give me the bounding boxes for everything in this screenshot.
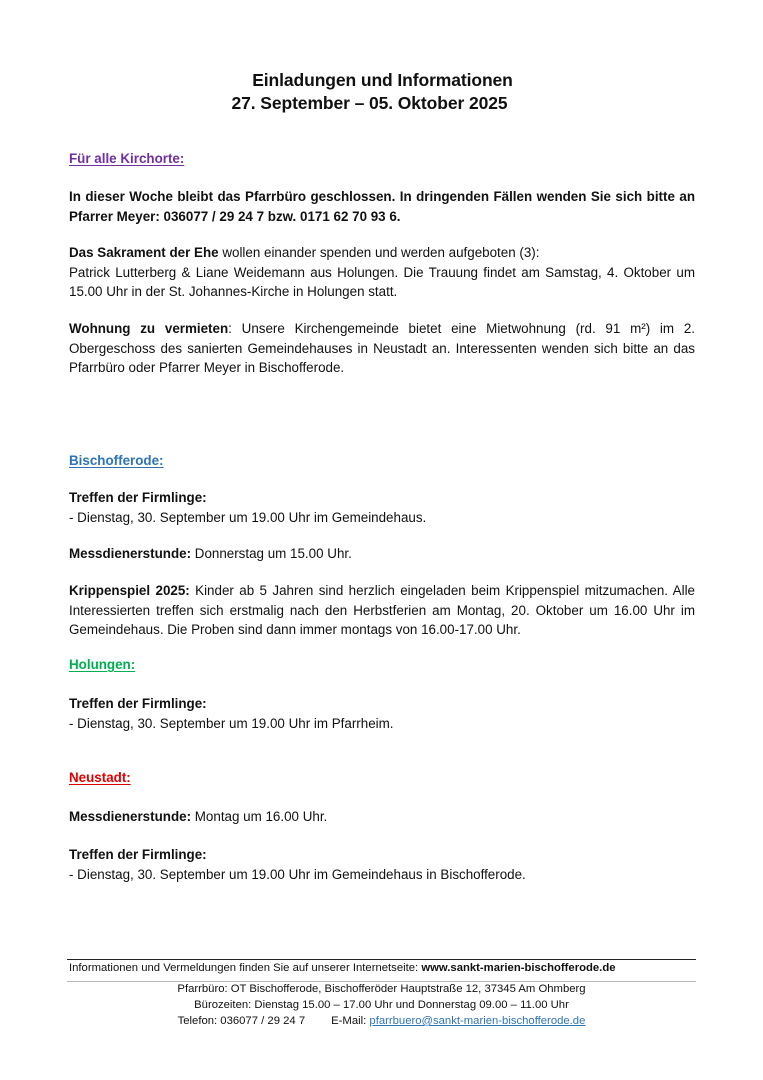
firmlinge-label: Treffen der Firmlinge:: [69, 696, 207, 711]
firmlinge-text: - Dienstag, 30. September um 19.00 Uhr im Pfarrheim.: [69, 715, 394, 731]
footer-contact: [0, 1015, 763, 1027]
marriage-label: Das Sakrament der Ehe: [69, 245, 219, 260]
neustadt-firmlinge: [69, 845, 695, 884]
messdiener-label: Messdienerstunde:: [69, 546, 192, 561]
footer-website-line: [69, 962, 616, 974]
krippenspiel-label: Krippenspiel 2025:: [69, 583, 190, 598]
neustadt-messdiener: [69, 807, 695, 827]
messdiener-text: Donnerstag um 15.00 Uhr.: [191, 546, 352, 561]
krippenspiel-text: Kinder ab 5 Jahren sind herzlich eingeladen beim Krippenspiel mitzumachen. Alle Interessierten treffen sich erstmalig nach den Herbstferien am Montag, 20. Oktober um 16.00 Uhr im Gemeindehaus. Die Proben sind dann immer montags von 16.00-17.00 Uhr.: [69, 583, 695, 637]
document-title: Einladungen und Informationen: [252, 70, 513, 90]
document-date-range: 27. September – 05. Oktober 2025: [231, 93, 508, 113]
marriage-announcement: [69, 243, 695, 302]
footer-divider-top: [67, 959, 696, 960]
footer-address: Pfarrbüro: OT Bischofferode, Bischofferöder Hauptstraße 12, 37345 Am Ohmberg: [177, 983, 586, 995]
messdiener-label: Messdienerstunde:: [69, 809, 192, 824]
heading-holungen: Holungen:: [69, 657, 136, 672]
heading-all-parishes: Für alle Kirchorte:: [69, 151, 185, 166]
heading-neustadt: Neustadt:: [69, 770, 131, 785]
heading-bischofferode: Bischofferode:: [69, 453, 164, 468]
firmlinge-text: - Dienstag, 30. September um 19.00 Uhr im Gemeindehaus in Bischofferode.: [69, 866, 526, 882]
footer-website-text: Informationen und Vermeldungen finden Sie auf unserer Internetseite:: [69, 962, 422, 974]
bischofferode-krippenspiel: [69, 581, 695, 640]
firmlinge-label: Treffen der Firmlinge:: [69, 847, 207, 862]
bischofferode-firmlinge: [69, 488, 695, 527]
apartment-text: : Unsere Kirchengemeinde bietet eine Mietwohnung (rd. 91 m²) im 2. Obergeschoss des sanierten Gemeindehauses in Neustadt an. Interessenten wenden sich bitte an das Pfarrbüro oder Pfarrer Meyer in Bischofferode.: [69, 321, 695, 375]
apartment-rental-notice: [69, 319, 695, 378]
email-link[interactable]: pfarrbuero@sankt-marien-bischofferode.de: [369, 1015, 586, 1027]
footer-divider-bottom: [67, 981, 696, 982]
footer-phone: Telefon: 036077 / 29 24 7: [177, 1015, 306, 1027]
footer-email-label: E-Mail:: [331, 1015, 370, 1027]
office-closed-notice: In dieser Woche bleibt das Pfarrbüro geschlossen. In dringenden Fällen wenden Sie sich bitte an Pfarrer Meyer: 036077 / 29 24 7 bzw. 0171 62 70 93 6.: [69, 189, 695, 224]
firmlinge-label: Treffen der Firmlinge:: [69, 490, 207, 505]
marriage-intro: wollen einander spenden und werden aufgeboten (3):: [218, 245, 540, 260]
marriage-details: Patrick Lutterberg & Liane Weidemann aus Holungen. Die Trauung findet am Samstag, 4. Oktober um 15.00 Uhr in der St. Johannes-Kirche in Holungen statt.: [69, 264, 695, 299]
holungen-firmlinge: [69, 694, 695, 733]
footer-office-hours: Bürozeiten: Dienstag 15.00 – 17.00 Uhr und Donnerstag 09.00 – 11.00 Uhr: [194, 999, 569, 1011]
website-link[interactable]: www.sankt-marien-bischofferode.de: [421, 962, 616, 974]
firmlinge-text: - Dienstag, 30. September um 19.00 Uhr im Gemeindehaus.: [69, 509, 427, 525]
bischofferode-messdiener: [69, 544, 695, 564]
apartment-label: Wohnung zu vermieten: [69, 321, 229, 336]
messdiener-text: Montag um 16.00 Uhr.: [191, 809, 328, 824]
